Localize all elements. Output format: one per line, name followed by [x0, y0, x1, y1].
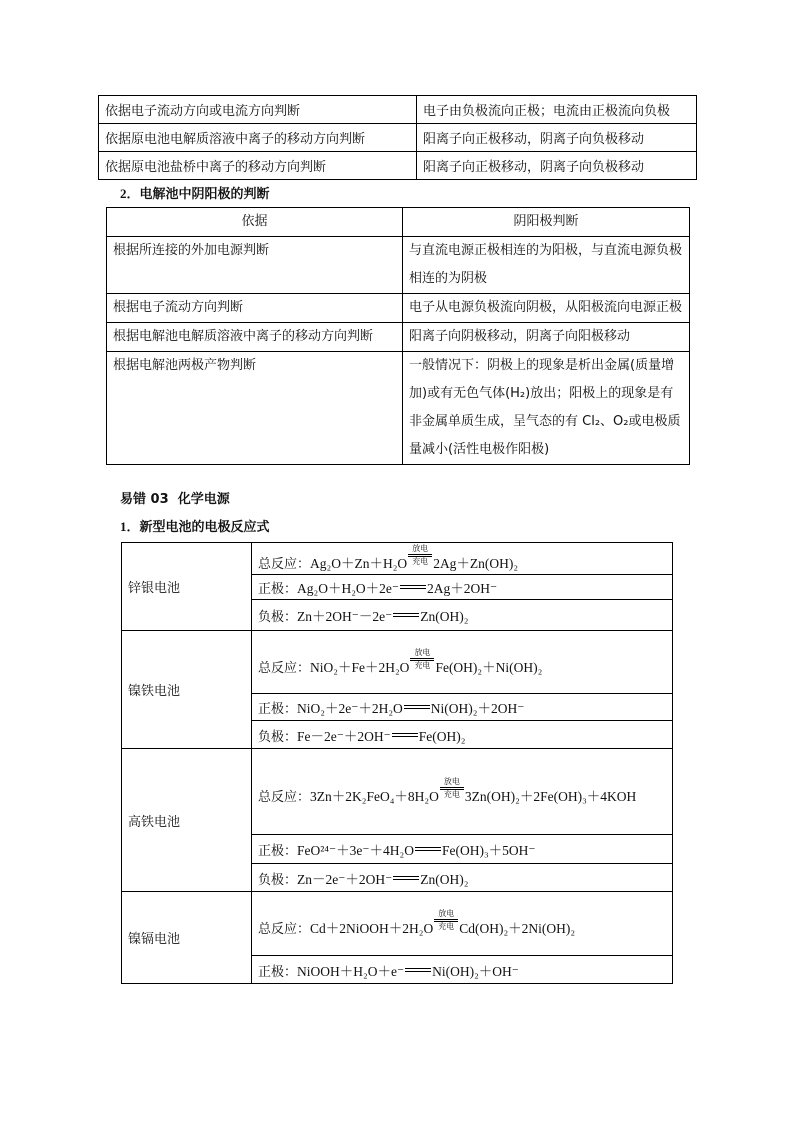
- table-cell: 依据电子流动方向或电流方向判断: [99, 96, 417, 124]
- reaction-label: 正极：: [258, 844, 298, 859]
- battery-name: 镍铁电池: [122, 631, 252, 749]
- reaction-label: 负极：: [258, 610, 298, 625]
- table-cell: 根据所连接的外加电源判断: [107, 237, 403, 294]
- section-number: 2．: [120, 186, 140, 201]
- positive-reaction: [252, 575, 673, 600]
- equation-right: Ni(OH)₂＋2OH⁻: [430, 701, 525, 716]
- table-row: [107, 323, 690, 352]
- equation-left: NiOOH＋H₂O＋e⁻: [297, 963, 405, 979]
- reaction-label: 正极：: [258, 582, 298, 597]
- section-title: 电解池中阴阳极的判断: [139, 187, 270, 202]
- equals-sign-icon: [393, 876, 419, 880]
- table-cell: 阳离子向正极移动，阴离子向负极移动: [417, 124, 697, 152]
- reversible-arrow-icon: [408, 545, 432, 566]
- section-heading: [120, 183, 270, 202]
- table-cell: 阳离子向阴极移动，阴离子向阳极移动: [403, 323, 690, 352]
- table-cell: 根据电解池两极产物判断: [107, 352, 403, 465]
- battery-name: 高铁电池: [122, 749, 252, 892]
- total-reaction: [252, 543, 673, 575]
- table-cell: 一般情况下：阴极上的现象是析出金属(质量增加)或有无色气体(H₂)放出；阳极上的现象是有非金属单质生成，呈气态的有 Cl₂、O₂或电极质量减小(活性电极作阳极): [403, 352, 690, 465]
- table-cell: 阳离子向正极移动，阴离子向负极移动: [417, 152, 697, 180]
- condition-label: 充电: [438, 922, 455, 931]
- positive-reaction: [252, 694, 673, 721]
- table-header-row: [107, 208, 690, 237]
- section-heading: [120, 516, 270, 535]
- reversible-arrow-icon: [434, 910, 458, 931]
- equation-left: FeO²⁴⁻＋3e⁻＋4H₂O: [297, 843, 414, 858]
- positive-reaction: [252, 835, 673, 864]
- reaction-label: 总反应：: [258, 557, 311, 572]
- equation-right: Fe(OH)₂＋Ni(OH)₂: [435, 659, 543, 675]
- equation-left: Ag₂O＋H₂O＋2e⁻: [297, 581, 400, 596]
- table-row: [122, 892, 673, 956]
- section-number: 1．: [120, 519, 140, 534]
- equation-right: 3Zn(OH)₂＋2Fe(OH)₃＋4KOH: [464, 789, 637, 804]
- equation-right: Zn(OH)₂: [420, 609, 469, 624]
- column-header: 依据: [107, 208, 403, 237]
- equation-right: Cd(OH)₂＋2Ni(OH)₂: [459, 921, 576, 936]
- reversible-arrow-icon: [410, 649, 434, 670]
- reaction-label: 总反应：: [258, 790, 311, 805]
- table-cell: 电子由负极流向正极；电流由正极流向负极: [417, 96, 697, 124]
- reaction-label: 负极：: [258, 872, 298, 888]
- table-cell: 根据电子流动方向判断: [107, 294, 403, 323]
- equation-right: 2Ag＋2OH⁻: [427, 581, 498, 596]
- condition-label: 放电: [438, 909, 455, 918]
- equals-sign-icon: [404, 705, 430, 709]
- equals-sign-icon: [393, 613, 419, 617]
- reaction-label: 总反应：: [258, 660, 311, 676]
- reaction-label: 正极：: [258, 702, 298, 717]
- equals-sign-icon: [415, 847, 441, 851]
- condition-label: 充电: [414, 660, 431, 670]
- table-row: [99, 152, 697, 180]
- reversible-arrow-icon: [440, 778, 464, 799]
- equation-left: Ag₂O＋Zn＋H₂O: [310, 556, 408, 571]
- reaction-label: 负极：: [258, 729, 298, 745]
- equation-left: Zn＋2OH⁻－2e⁻: [297, 609, 393, 624]
- table-cell: 根据电解池电解质溶液中离子的移动方向判断: [107, 323, 403, 352]
- table-row: [99, 124, 697, 152]
- section-title: 化学电源: [177, 492, 230, 507]
- reaction-label: 正极：: [258, 964, 298, 980]
- table-cell: 依据原电池盐桥中离子的移动方向判断: [99, 152, 417, 180]
- condition-label: 放电: [414, 647, 431, 657]
- battery-reaction-table: [121, 542, 673, 984]
- equation-left: Zn－2e⁻＋2OH⁻: [297, 871, 393, 887]
- equation-right: Fe(OH)₃＋5OH⁻: [441, 843, 536, 858]
- equation-left: Cd＋2NiOOH＋2H₂O: [310, 921, 434, 936]
- equation-left: 3Zn＋2K₂FeO₄＋8H₂O: [310, 789, 439, 804]
- galvanic-cell-table: [98, 95, 697, 180]
- section-heading: [120, 488, 230, 507]
- electrolysis-table: [106, 207, 690, 465]
- table-row: [122, 543, 673, 575]
- equation-left: NiO₂＋2e⁻＋2H₂O: [297, 701, 403, 716]
- table-cell: 电子从电源负极流向阴极，从阳极流向电源正极: [403, 294, 690, 323]
- column-header: 阴阳极判断: [403, 208, 690, 237]
- equation-right: Fe(OH)₂: [418, 728, 466, 744]
- total-reaction: [252, 631, 673, 694]
- table-row: [107, 294, 690, 323]
- table-cell: 与直流电源正极相连的为阳极，与直流电源负极相连的为阴极: [403, 237, 690, 294]
- negative-reaction: [252, 864, 673, 892]
- battery-name: 镍镉电池: [122, 892, 252, 984]
- negative-reaction: [252, 600, 673, 631]
- equation-right: Ni(OH)₂＋OH⁻: [432, 963, 519, 979]
- equals-sign-icon: [392, 733, 418, 737]
- negative-reaction: [252, 721, 673, 749]
- condition-label: 充电: [443, 790, 460, 799]
- table-row: [107, 352, 690, 465]
- equation-left: NiO₂＋Fe＋2H₂O: [310, 659, 410, 675]
- condition-label: 放电: [443, 777, 460, 786]
- battery-name: 锌银电池: [122, 543, 252, 631]
- equals-sign-icon: [405, 968, 431, 972]
- condition-label: 放电: [412, 544, 429, 553]
- total-reaction: [252, 892, 673, 956]
- equation-right: Zn(OH)₂: [420, 871, 469, 887]
- equals-sign-icon: [400, 585, 426, 589]
- equation-left: Fe－2e⁻＋2OH⁻: [297, 728, 391, 744]
- table-row: [107, 237, 690, 294]
- positive-reaction: [252, 956, 673, 984]
- table-cell: 依据原电池电解质溶液中离子的移动方向判断: [99, 124, 417, 152]
- section-label: 易错 03: [120, 492, 169, 507]
- table-row: [122, 631, 673, 694]
- total-reaction: [252, 749, 673, 835]
- condition-label: 充电: [412, 557, 429, 566]
- reaction-label: 总反应：: [258, 922, 311, 937]
- equation-right: 2Ag＋Zn(OH)₂: [433, 556, 519, 571]
- section-title: 新型电池的电极反应式: [139, 520, 270, 535]
- table-row: [99, 96, 697, 124]
- table-row: [122, 749, 673, 835]
